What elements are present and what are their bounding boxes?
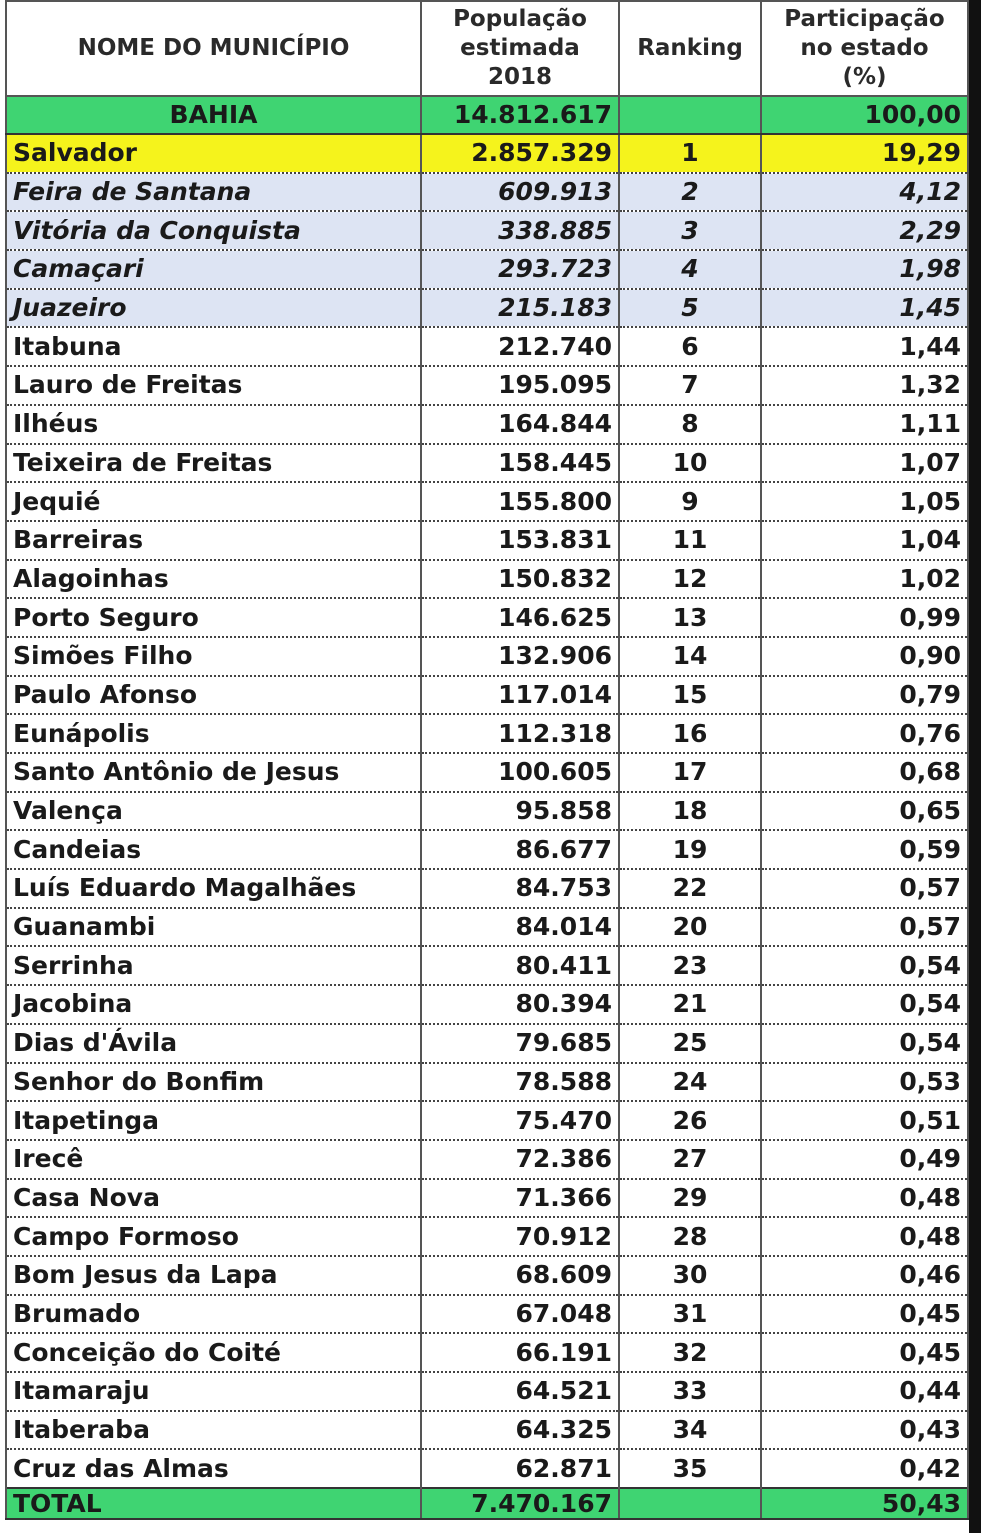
population-cell: 66.191	[421, 1333, 619, 1372]
ranking-cell: 13	[619, 598, 761, 637]
share-cell: 0,57	[761, 869, 968, 908]
table-row	[6, 946, 968, 985]
municipality-name: Porto Seguro	[6, 598, 421, 637]
ranking-cell: 34	[619, 1411, 761, 1450]
share-cell: 1,32	[761, 366, 968, 405]
table-row	[6, 250, 968, 289]
table-row	[6, 1063, 968, 1102]
municipality-name: Itabuna	[6, 327, 421, 366]
table-row	[6, 1024, 968, 1063]
municipality-name: Itamaraju	[6, 1372, 421, 1411]
ranking-cell: 18	[619, 792, 761, 831]
population-cell: 67.048	[421, 1295, 619, 1334]
ranking-cell: 16	[619, 714, 761, 753]
municipality-name: Barreiras	[6, 521, 421, 560]
table-row	[6, 830, 968, 869]
share-cell: 0,76	[761, 714, 968, 753]
population-cell: 71.366	[421, 1179, 619, 1218]
total-name: TOTAL	[6, 1488, 421, 1519]
table-row	[6, 521, 968, 560]
population-cell: 79.685	[421, 1024, 619, 1063]
municipality-name: Juazeiro	[6, 289, 421, 328]
total-population: 7.470.167	[421, 1488, 619, 1519]
municipality-name: Casa Nova	[6, 1179, 421, 1218]
municipality-name: Eunápolis	[6, 714, 421, 753]
population-cell: 78.588	[421, 1063, 619, 1102]
share-cell: 1,05	[761, 482, 968, 521]
ranking-cell: 6	[619, 327, 761, 366]
state-row	[6, 96, 968, 134]
population-cell: 150.832	[421, 560, 619, 599]
population-table	[5, 0, 969, 1520]
population-cell: 195.095	[421, 366, 619, 405]
table-row	[6, 869, 968, 908]
share-cell: 0,43	[761, 1411, 968, 1450]
table-row	[6, 1333, 968, 1372]
ranking-cell: 11	[619, 521, 761, 560]
population-cell: 95.858	[421, 792, 619, 831]
ranking-cell: 30	[619, 1256, 761, 1295]
table-row	[6, 637, 968, 676]
header-ranking: Ranking	[619, 1, 761, 96]
share-cell: 0,57	[761, 908, 968, 947]
population-cell: 293.723	[421, 250, 619, 289]
municipality-name: Dias d'Ávila	[6, 1024, 421, 1063]
municipality-name: Itaberaba	[6, 1411, 421, 1450]
table-row	[6, 1372, 968, 1411]
table-row	[6, 676, 968, 715]
municipality-name: Simões Filho	[6, 637, 421, 676]
municipality-name: Itapetinga	[6, 1101, 421, 1140]
ranking-cell: 17	[619, 753, 761, 792]
population-cell: 609.913	[421, 173, 619, 212]
share-cell: 0,48	[761, 1217, 968, 1256]
share-cell: 0,48	[761, 1179, 968, 1218]
population-cell: 80.394	[421, 985, 619, 1024]
share-cell: 2,29	[761, 211, 968, 250]
municipality-name: Ilhéus	[6, 405, 421, 444]
header-share-line3: (%)	[842, 64, 887, 90]
ranking-cell: 19	[619, 830, 761, 869]
municipality-name: Jequié	[6, 482, 421, 521]
table-row	[6, 444, 968, 483]
ranking-cell: 27	[619, 1140, 761, 1179]
population-cell: 212.740	[421, 327, 619, 366]
state-ranking	[619, 96, 761, 134]
share-cell: 0,42	[761, 1449, 968, 1488]
table-row	[6, 985, 968, 1024]
population-cell: 72.386	[421, 1140, 619, 1179]
state-share: 100,00	[761, 96, 968, 134]
header-population-line3: 2018	[487, 64, 552, 90]
share-cell: 1,02	[761, 560, 968, 599]
table-row	[6, 792, 968, 831]
ranking-cell: 2	[619, 173, 761, 212]
header-share	[761, 1, 968, 96]
ranking-cell: 29	[619, 1179, 761, 1218]
ranking-cell: 7	[619, 366, 761, 405]
share-cell: 0,45	[761, 1295, 968, 1334]
ranking-cell: 21	[619, 985, 761, 1024]
total-row	[6, 1488, 968, 1519]
population-cell: 75.470	[421, 1101, 619, 1140]
municipality-name: Salvador	[6, 134, 421, 173]
ranking-cell: 3	[619, 211, 761, 250]
table-row	[6, 1101, 968, 1140]
ranking-cell: 25	[619, 1024, 761, 1063]
population-cell: 84.014	[421, 908, 619, 947]
share-cell: 0,59	[761, 830, 968, 869]
municipality-name: Senhor do Bonfim	[6, 1063, 421, 1102]
table-row	[6, 908, 968, 947]
share-cell: 4,12	[761, 173, 968, 212]
table-row	[6, 753, 968, 792]
population-cell: 155.800	[421, 482, 619, 521]
municipality-name: Feira de Santana	[6, 173, 421, 212]
right-edge-bar	[969, 0, 981, 1533]
municipality-name: Lauro de Freitas	[6, 366, 421, 405]
population-cell: 164.844	[421, 405, 619, 444]
ranking-cell: 28	[619, 1217, 761, 1256]
share-cell: 0,79	[761, 676, 968, 715]
ranking-cell: 24	[619, 1063, 761, 1102]
table-row	[6, 134, 968, 173]
table-row	[6, 1256, 968, 1295]
header-population-line2: estimada	[460, 35, 580, 61]
municipality-name: Campo Formoso	[6, 1217, 421, 1256]
ranking-cell: 8	[619, 405, 761, 444]
ranking-cell: 12	[619, 560, 761, 599]
population-cell: 62.871	[421, 1449, 619, 1488]
population-cell: 153.831	[421, 521, 619, 560]
share-cell: 0,51	[761, 1101, 968, 1140]
share-cell: 1,04	[761, 521, 968, 560]
population-cell: 2.857.329	[421, 134, 619, 173]
share-cell: 0,46	[761, 1256, 968, 1295]
total-share: 50,43	[761, 1488, 968, 1519]
header-share-line1: Participação	[784, 6, 945, 32]
ranking-cell: 14	[619, 637, 761, 676]
table-row	[6, 1217, 968, 1256]
municipality-name: Vitória da Conquista	[6, 211, 421, 250]
table-row	[6, 560, 968, 599]
population-cell: 64.325	[421, 1411, 619, 1450]
municipality-name: Conceição do Coité	[6, 1333, 421, 1372]
population-cell: 80.411	[421, 946, 619, 985]
municipality-name: Santo Antônio de Jesus	[6, 753, 421, 792]
share-cell: 0,68	[761, 753, 968, 792]
table-row	[6, 289, 968, 328]
state-population: 14.812.617	[421, 96, 619, 134]
ranking-cell: 20	[619, 908, 761, 947]
share-cell: 0,54	[761, 985, 968, 1024]
population-cell: 112.318	[421, 714, 619, 753]
table-body	[6, 96, 968, 1488]
municipality-name: Camaçari	[6, 250, 421, 289]
state-name: BAHIA	[6, 96, 421, 134]
share-cell: 0,65	[761, 792, 968, 831]
population-cell: 158.445	[421, 444, 619, 483]
population-cell: 117.014	[421, 676, 619, 715]
share-cell: 0,44	[761, 1372, 968, 1411]
municipality-name: Brumado	[6, 1295, 421, 1334]
population-cell: 68.609	[421, 1256, 619, 1295]
ranking-cell: 5	[619, 289, 761, 328]
share-cell: 0,49	[761, 1140, 968, 1179]
share-cell: 0,53	[761, 1063, 968, 1102]
share-cell: 1,98	[761, 250, 968, 289]
population-cell: 84.753	[421, 869, 619, 908]
ranking-cell: 35	[619, 1449, 761, 1488]
header-share-line2: no estado	[800, 35, 929, 61]
table-row	[6, 211, 968, 250]
table-row	[6, 405, 968, 444]
table-row	[6, 598, 968, 637]
table-row	[6, 1140, 968, 1179]
table-row	[6, 366, 968, 405]
share-cell: 1,45	[761, 289, 968, 328]
table-row	[6, 482, 968, 521]
share-cell: 0,90	[761, 637, 968, 676]
municipality-name: Jacobina	[6, 985, 421, 1024]
ranking-cell: 15	[619, 676, 761, 715]
header-population	[421, 1, 619, 96]
population-cell: 70.912	[421, 1217, 619, 1256]
municipality-name: Serrinha	[6, 946, 421, 985]
table-row	[6, 1411, 968, 1450]
table-row	[6, 327, 968, 366]
table-row	[6, 1179, 968, 1218]
share-cell: 0,54	[761, 1024, 968, 1063]
ranking-cell: 22	[619, 869, 761, 908]
header-population-line1: População	[453, 6, 587, 32]
municipality-name: Cruz das Almas	[6, 1449, 421, 1488]
population-cell: 86.677	[421, 830, 619, 869]
ranking-cell: 33	[619, 1372, 761, 1411]
table-row	[6, 173, 968, 212]
ranking-cell: 1	[619, 134, 761, 173]
table-row	[6, 714, 968, 753]
ranking-cell: 32	[619, 1333, 761, 1372]
table-row	[6, 1295, 968, 1334]
share-cell: 1,44	[761, 327, 968, 366]
share-cell: 19,29	[761, 134, 968, 173]
ranking-cell: 10	[619, 444, 761, 483]
ranking-cell: 31	[619, 1295, 761, 1334]
municipality-name: Alagoinhas	[6, 560, 421, 599]
municipality-name: Guanambi	[6, 908, 421, 947]
municipality-name: Candeias	[6, 830, 421, 869]
ranking-cell: 9	[619, 482, 761, 521]
ranking-cell: 26	[619, 1101, 761, 1140]
population-cell: 215.183	[421, 289, 619, 328]
municipality-name: Luís Eduardo Magalhães	[6, 869, 421, 908]
header-row	[6, 1, 968, 96]
header-name: NOME DO MUNICÍPIO	[6, 1, 421, 96]
share-cell: 1,11	[761, 405, 968, 444]
population-cell: 338.885	[421, 211, 619, 250]
total-ranking	[619, 1488, 761, 1519]
share-cell: 0,45	[761, 1333, 968, 1372]
share-cell: 0,99	[761, 598, 968, 637]
ranking-cell: 4	[619, 250, 761, 289]
municipality-name: Irecê	[6, 1140, 421, 1179]
population-cell: 132.906	[421, 637, 619, 676]
population-cell: 146.625	[421, 598, 619, 637]
municipality-name: Bom Jesus da Lapa	[6, 1256, 421, 1295]
table-row	[6, 1449, 968, 1488]
municipality-name: Paulo Afonso	[6, 676, 421, 715]
population-cell: 64.521	[421, 1372, 619, 1411]
municipality-name: Valença	[6, 792, 421, 831]
municipality-name: Teixeira de Freitas	[6, 444, 421, 483]
share-cell: 0,54	[761, 946, 968, 985]
ranking-cell: 23	[619, 946, 761, 985]
population-cell: 100.605	[421, 753, 619, 792]
share-cell: 1,07	[761, 444, 968, 483]
